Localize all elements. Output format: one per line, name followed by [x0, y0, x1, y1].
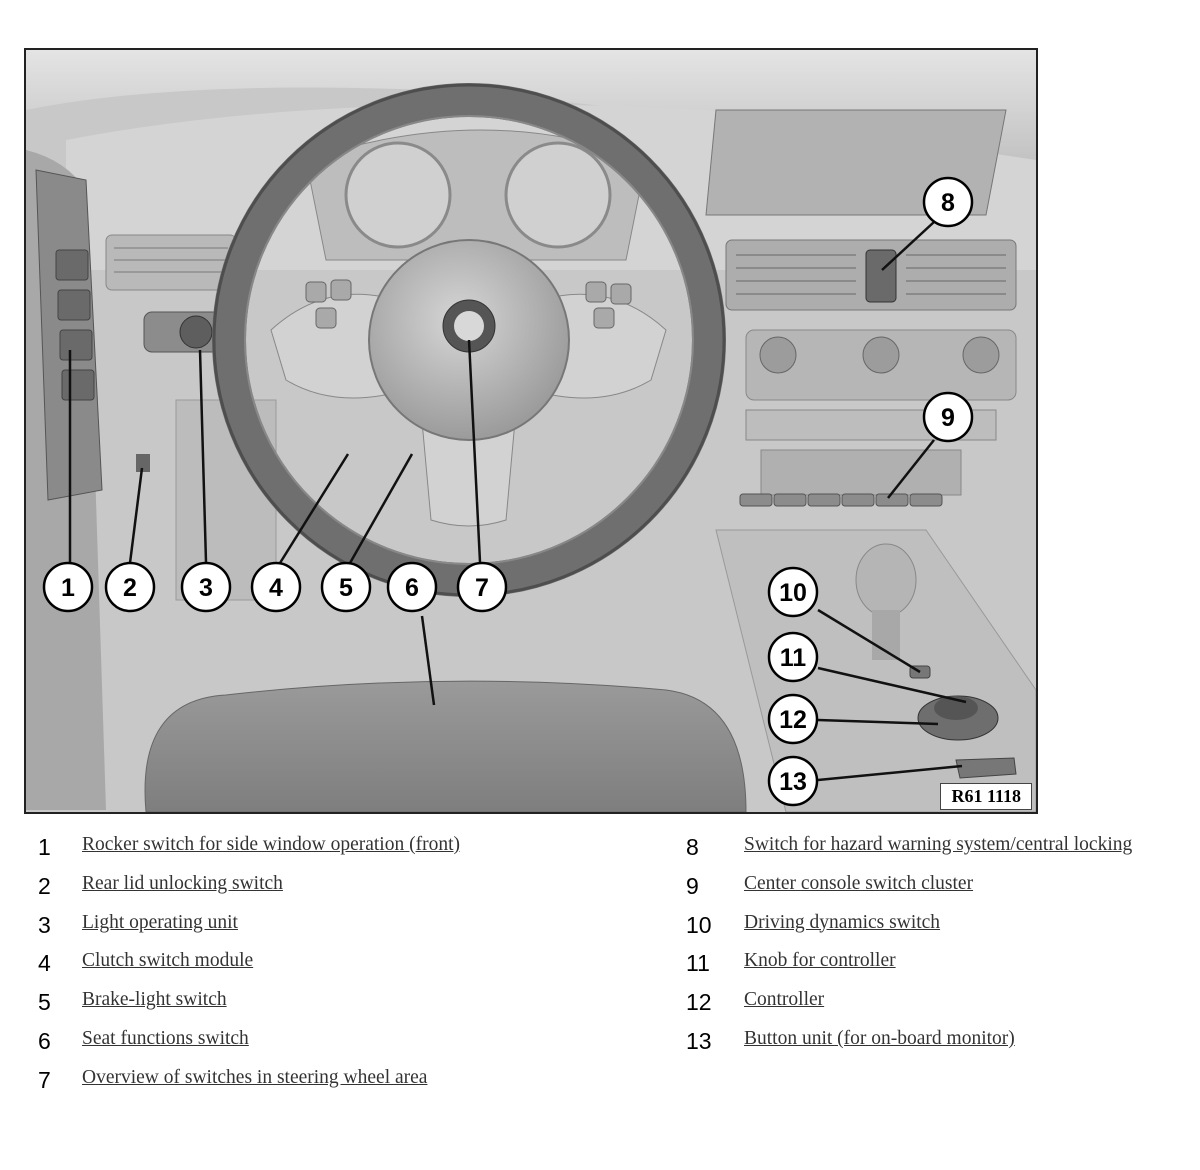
figure-code: R61 1118: [940, 783, 1032, 810]
legend-item: [38, 1028, 460, 1067]
svg-text:8: 8: [941, 189, 955, 217]
svg-text:4: 4: [269, 574, 283, 602]
svg-text:3: 3: [199, 574, 213, 602]
legend-link[interactable]: Controller: [744, 989, 825, 1011]
legend-item: [686, 912, 1132, 951]
callout-3: [182, 563, 230, 611]
callout-9: [924, 393, 972, 441]
legend-number: 4: [38, 950, 51, 977]
legend-link[interactable]: Light operating unit: [82, 911, 238, 933]
legend-link[interactable]: Rocker switch for side window operation (front): [82, 834, 460, 855]
left-vent: [106, 235, 236, 290]
svg-text:5: 5: [339, 574, 353, 602]
gear-knob: [856, 544, 916, 616]
callout-13: [769, 757, 817, 805]
light-switch-knob: [180, 316, 212, 348]
legend-right-column: [686, 834, 1132, 1067]
callout-4: [252, 563, 300, 611]
legend-item: [686, 1028, 1132, 1067]
legend-item: [686, 950, 1132, 989]
dashboard-drawing: [26, 50, 1036, 812]
svg-text:7: 7: [475, 574, 489, 602]
legend-number: 2: [38, 872, 51, 899]
hazard-switch: [866, 250, 896, 302]
legend-link[interactable]: Overview of switches in steering wheel area: [82, 1066, 428, 1088]
callout-10: [769, 568, 817, 616]
legend-number: 5: [38, 989, 51, 1016]
legend-link[interactable]: Rear lid unlocking switch: [82, 872, 283, 894]
svg-text:11: 11: [779, 644, 807, 672]
callout-6: [388, 563, 436, 611]
legend-item: [686, 873, 1132, 912]
legend-item: [38, 1067, 460, 1106]
legend-number: 10: [686, 911, 712, 938]
legend-number: 8: [686, 834, 699, 860]
radio-unit: [761, 450, 961, 495]
driver-seat: [145, 681, 746, 812]
legend-number: 13: [686, 1027, 712, 1054]
legend-number: 11: [686, 950, 710, 977]
legend-link[interactable]: Driving dynamics switch: [744, 911, 941, 933]
callout-7: [458, 563, 506, 611]
legend-number: 1: [38, 834, 51, 860]
callout-1: [44, 563, 92, 611]
legend-left-column: [38, 834, 460, 1106]
legend-link[interactable]: Brake-light switch: [82, 989, 227, 1011]
speedometer: [346, 143, 450, 247]
svg-text:1: 1: [61, 574, 75, 602]
svg-text:2: 2: [123, 574, 137, 602]
callout-5: [322, 563, 370, 611]
svg-text:9: 9: [941, 404, 955, 432]
legend-number: 12: [686, 989, 712, 1016]
callout-8: [924, 178, 972, 226]
dashboard-illustration: [24, 48, 1038, 814]
legend-item: [38, 834, 460, 873]
legend-link[interactable]: Switch for hazard warning system/central locking: [744, 834, 1133, 855]
button-unit: [956, 758, 1016, 778]
legend-number: 7: [38, 1066, 51, 1093]
callout-12: [769, 695, 817, 743]
legend-link[interactable]: Seat functions switch: [82, 1027, 249, 1049]
legend-item: [686, 989, 1132, 1028]
svg-text:6: 6: [405, 574, 419, 602]
tachometer: [506, 143, 610, 247]
svg-text:10: 10: [779, 579, 807, 607]
legend-item: [38, 989, 460, 1028]
svg-text:13: 13: [779, 768, 807, 796]
legend-item: [686, 834, 1132, 873]
callout-11: [769, 633, 817, 681]
legend-number: 9: [686, 872, 699, 899]
legend-number: 3: [38, 911, 51, 938]
callout-2: [106, 563, 154, 611]
legend-link[interactable]: Clutch switch module: [82, 950, 254, 972]
legend-link[interactable]: Button unit (for on-board monitor): [744, 1027, 1015, 1049]
legend-item: [38, 873, 460, 912]
legend-number: 6: [38, 1027, 51, 1054]
legend-link[interactable]: Knob for controller: [744, 950, 896, 972]
svg-text:12: 12: [779, 706, 807, 734]
legend-link[interactable]: Center console switch cluster: [744, 872, 974, 894]
legend-item: [38, 950, 460, 989]
legend-item: [38, 912, 460, 951]
